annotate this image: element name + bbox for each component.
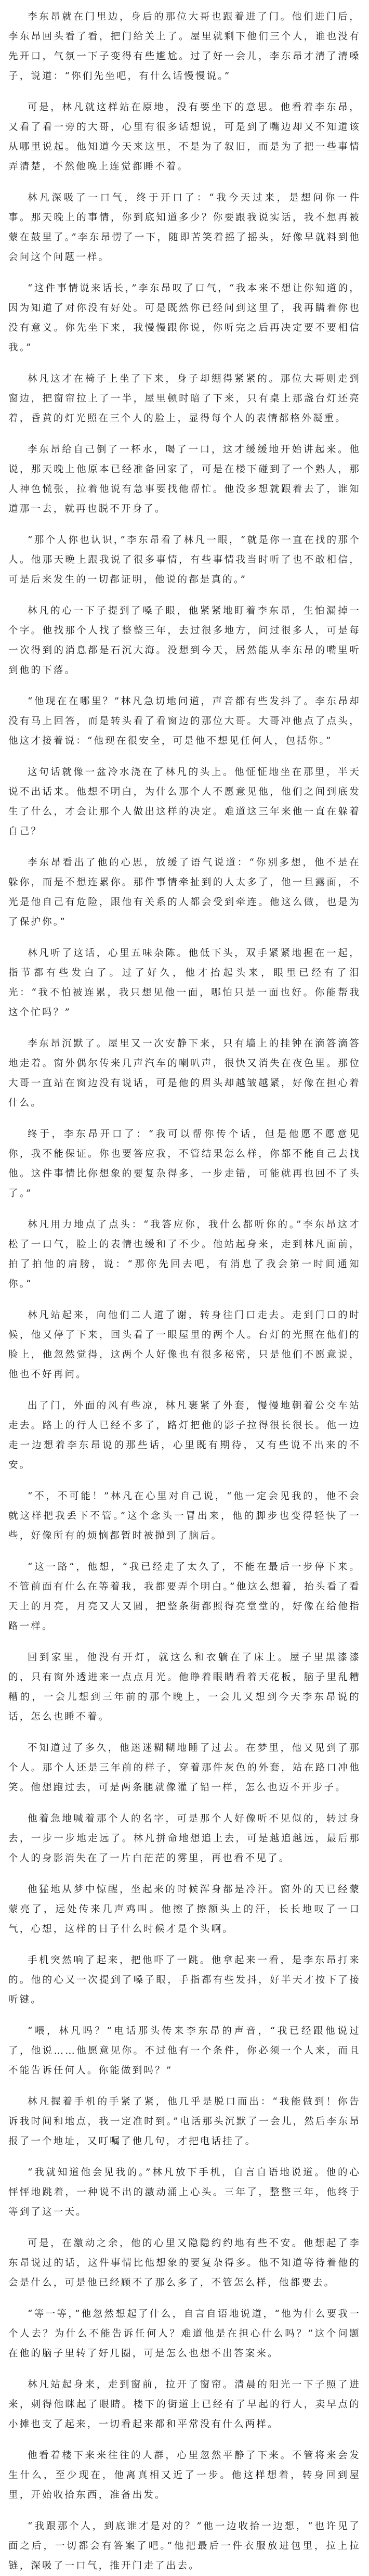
article-paragraph: 终于，李东昂开口了：“我可以帮你传个话，但是他愿不愿意见你，我不能保证。你也要答应我，不管结果怎么样，你都不能自己去找他。这件事情比你想象的要复杂得多，一步走错，可能就再也回不了头了。” — [8, 1129, 361, 1199]
article-paragraph: “他现在在哪里？”林凡急切地问道，声音都有些发抖了。李东昂却没有马上回答，而是转头看了看窗边的那位大哥。大哥冲他点了点头，他这才接着说：“他现在很安全，可是他不想见任何人，包括你。” — [8, 696, 361, 746]
article-paragraph: 李东昂就在门里边，身后的那位大哥也跟着进了门。他们进门后，李东昂回头看了看，把门给关上了。屋里就剩下他们三个人，谁也没有先开口，气氛一下子变得有些尴尬。过了好一会儿，李东昂才清了清嗓子，说道：“你们先坐吧，有什么话慢慢说。” — [8, 11, 361, 82]
article-paragraph: 林凡站起来，向他们二人道了谢，转身往门口走去。走到门口的时候，他又停了下来，回头看了一眼屋里的两个人。台灯的光照在他们的脸上，他忽然觉得，这两个人好像也有很多秘密，只是他们不愿意说，他也不好再问。 — [8, 1310, 361, 1380]
article-paragraph: 林凡听了这话，心里五味杂陈。他低下头，双手紧紧地握在一起，指节都有些发白了。过了好久，他才抬起头来，眼里已经有了泪光：“我不怕被连累，我只想见他一面，哪怕只是一面也好。你能帮我这个忙吗？” — [8, 948, 361, 1018]
article-paragraph: 林凡握着手机的手紧了紧，他几乎是脱口而出：“我能做到！你告诉我时间和地点，我一定准时到。”电话那头沉默了一会儿，然后李东昂报了一个地址，又叮嘱了他几句，才把电话挂了。 — [8, 2096, 361, 2147]
article-paragraph: “我就知道他会见我的。”林凡放下手机，自言自语地说道。他的心怦怦地跳着，一种说不出的激动涌上心头。三年了，整整三年，他终于等到了这一天。 — [8, 2167, 361, 2218]
article-paragraph: 可是，在激动之余，他的心里又隐隐约约地有些不安。他想起了李东昂说过的话，这件事情比他想象的要复杂得多。他不知道等待着他的会是什么，可是他已经顾不了那么多了，不管怎么样，他都要去。 — [8, 2238, 361, 2288]
article-paragraph: “这一路”，他想，“我已经走了太久了，不能在最后一步停下来。不管前面有什么在等着我，我都要弄个明白。”他这么想着，抬头看了看天上的月亮，月亮又大又圆，把整条街都照得亮堂堂的，好像在给他指路一样。 — [8, 1562, 361, 1632]
article-paragraph: 不知道过了多久，他迷迷糊糊地睡了过去。在梦里，他又见到了那个人。那个人还是三年前的样子，穿着那件灰色的外套，站在路口冲他笑。他想跑过去，可是两条腿就像灌了铅一样，怎么也迈不开步子。 — [8, 1743, 361, 1793]
article-paragraph: 李东昂看出了他的心思，放缓了语气说道：“你别多想，他不是在躲你，而是不想连累你。那件事情牵扯到的人太多了，他一旦露面，不光是他自己有危险，跟他有关系的人都会受到牵连。他这么做，也是为了保护你。” — [8, 857, 361, 928]
article-paragraph: 他猛地从梦中惊醒，坐起来的时候浑身都是冷汗。窗外的天已经蒙蒙亮了，远处传来几声鸡叫。他擦了擦额头上的汗，长长地叹了一口气，心想，这样的日子什么时候才是个头啊。 — [8, 1884, 361, 1935]
article-paragraph: 出了门，外面的风有些凉，林凡裹紧了外套，慢慢地朝着公交车站走去。路上的行人已经不多了，路灯把他的影子拉得很长很长。他一边走一边想着李东昂说的那些话，心里既有期待，又有些说不出来的不安。 — [8, 1400, 361, 1471]
article-paragraph: “这件事情说来话长，”李东昂叹了口气，“我本来不想让你知道的，因为知道了对你没有好处。可是既然你已经问到这里了，我再瞒着你也没有意义。你先坐下来，我慢慢跟你说，你听完之后再决定要不要相信我。” — [8, 283, 361, 353]
article-paragraph: 回到家里，他没有开灯，就这么和衣躺在了床上。屋子里黑漆漆的，只有窗外透进来一点点月光。他睁着眼睛看着天花板，脑子里乱糟糟的，一会儿想到三年前的那个晚上，一会儿又想到今天李东昂说的话，怎么也睡不着。 — [8, 1652, 361, 1722]
article-paragraph: “那个人你也认识，”李东昂看了林凡一眼，“就是你一直在找的那个人。他那天晚上跟我说了很多事情，有些事情我当时听了也不敢相信，可是后来发生的一切都证明，他说的都是真的。” — [8, 535, 361, 585]
article-paragraph: 林凡的心一下子提到了嗓子眼，他紧紧地盯着李东昂，生怕漏掉一个字。他找那个人找了整整三年，去过很多地方，问过很多人，可是每一次得到的消息都是石沉大海。没想到今天，居然能从李东昂的嘴里听到他的下落。 — [8, 606, 361, 676]
article-paragraph: 他着急地喊着那个人的名字，可是那个人好像听不见似的，转过身去，一步一步地走远了。林凡拼命地想追上去，可是越追越远，最后那个人的身影消失在了一片白茫茫的雾里，再也看不见了。 — [8, 1813, 361, 1864]
article-paragraph: 林凡深吸了一口气，终于开口了：“我今天过来，是想问你一件事。那天晚上的事情，你到底知道多少？你要跟我说实话，我不想再被蒙在鼓里了。”李东昂愣了一下，随即苦笑着摇了摇头，好像早就料到他会问这个问题一样。 — [8, 192, 361, 263]
article-paragraph: 这句话就像一盆冷水浇在了林凡的头上。他怔怔地坐在那里，半天说不出话来。他想不明白，为什么那个人不愿意见他，他们之间到底发生了什么，才会让那个人做出这样的决定。难道这三年来他一直在躲着自己？ — [8, 767, 361, 837]
article-paragraph: 林凡这才在椅子上坐了下来，身子却绷得紧紧的。那位大哥则走到窗边，把窗帘拉上了一半，屋里顿时暗了下来，只有桌上那盏台灯还亮着，昏黄的灯光照在三个人的脸上，显得每个人的表情都格外凝重。 — [8, 373, 361, 424]
article-paragraph: 林凡站起身来，走到窗前，拉开了窗帘。清晨的阳光一下子照了进来，刺得他眯起了眼睛。楼下的街道上已经有了早起的行人，卖早点的小摊也支了起来，一切看起来都和平常没有什么两样。 — [8, 2379, 361, 2430]
article-paragraph: “喂，林凡吗？”电话那头传来李东昂的声音，“我已经跟他说过了，他说……他愿意见你。不过他有一个条件，你必须一个人来，而且不能告诉任何人。你能做到吗？” — [8, 2026, 361, 2076]
article-paragraph: “等一等，”他忽然想起了什么，自言自语地说道，“他为什么要我一个人去？为什么不能告诉任何人？难道他是在担心什么吗？”这个问题在他的脑子里转了好几圈，可是怎么也想不出答案来。 — [8, 2309, 361, 2359]
article-paragraph: 可是，林凡就这样站在原地，没有要坐下的意思。他看着李东昂，又看了看一旁的大哥，心里有很多话想说，可是到了嘴边却又不知道该从哪里说起。他知道今天来这里，不是为了叙旧，而是为了把一些事情弄清楚，不然他晚上连觉都睡不着。 — [8, 102, 361, 172]
article-paragraph: 林凡用力地点了点头：“我答应你，我什么都听你的。”李东昂这才松了一口气，脸上的表情也缓和了不少。他站起身来，走到林凡面前，拍了拍他的肩膀，说：“那你先回去吧，有消息了我会第一时间通知你。” — [8, 1219, 361, 1290]
article-paragraph: 他看着楼下来来往往的人群，心里忽然平静了下来。不管将来会发生什么，至少现在，他离真相又近了一步。他这样想着，转身回到屋里，开始收拾东西，准备出发。 — [8, 2450, 361, 2501]
article-paragraph: 手机突然响了起来，把他吓了一跳。他拿起来一看，是李东昂打来的。他的心又一次提到了嗓子眼，手指都有些发抖，好半天才按下了接听键。 — [8, 1955, 361, 2005]
article-paragraph: 李东昂给自己倒了一杯水，喝了一口，这才缓缓地开始讲起来。他说，那天晚上他原本已经准备回家了，可是在楼下碰到了一个熟人，那人神色慌张，拉着他说有急事要找他帮忙。他没多想就跟着去了，谁知道那一去，就再也脱不开身了。 — [8, 444, 361, 514]
article-paragraph: “我跟那个人，到底谁才是对的？”他一边收拾一边想，“也许见了面之后，一切都会有答案了吧。”他把最后一件衣服放进包里，拉上拉链，深吸了一口气，推开门走了出去。 — [8, 2521, 361, 2571]
article-paragraph: 李东昂沉默了。屋里又一次安静下来，只有墙上的挂钟在滴答滴答地走着。窗外偶尔传来几声汽车的喇叭声，很快又消失在夜色里。那位大哥一直站在窗边没有说话，可是他的眉头却越皱越紧，好像在担心着什么。 — [8, 1038, 361, 1109]
article-paragraph: “不，不可能！”林凡在心里对自己说，“他一定会见我的，他不会就这样把我丢下不管。”这个念头一冒出来，他的脚步也变得轻快了一些，好像所有的烦恼都暂时被抛到了脑后。 — [8, 1491, 361, 1541]
article-body — [8, 7, 361, 2576]
